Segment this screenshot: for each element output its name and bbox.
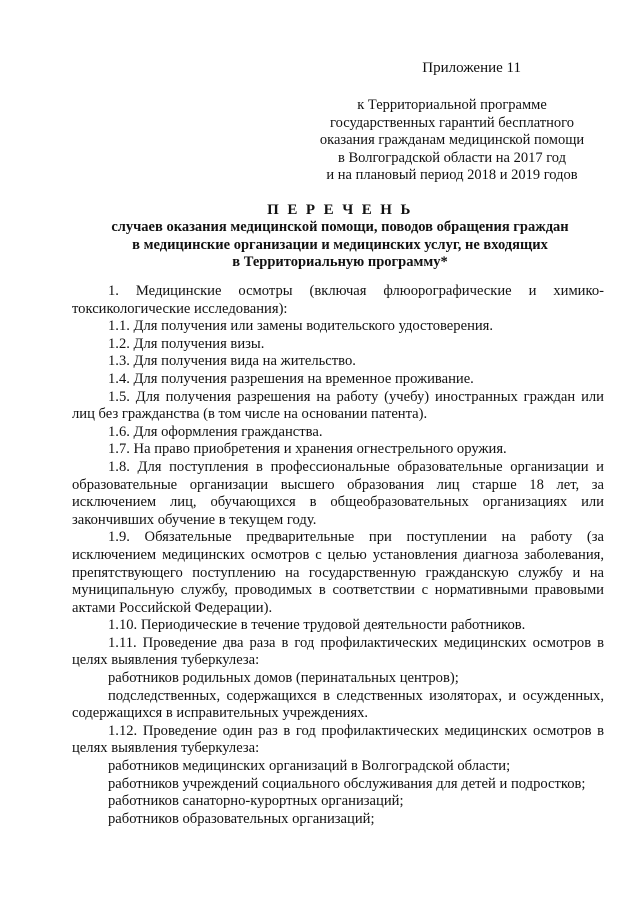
list-item: 1.4. Для получения разрешения на временное проживание. bbox=[108, 370, 474, 387]
list-item: 1.1. Для получения или замены водительского удостоверения. bbox=[108, 318, 494, 335]
document-heading: П Е Р Е Ч Е Н Ь bbox=[267, 202, 413, 218]
appendix-note-line: оказания гражданам медицинской помощи bbox=[319, 132, 585, 149]
list-item: 1.7. На право приобретения и хранения огнестрельного оружия. bbox=[108, 441, 507, 458]
list-item: работников медицинских организаций в Волгоградской области; bbox=[108, 758, 511, 775]
list-item: 1.3. Для получения вида на жительство. bbox=[108, 353, 356, 370]
list-item: подследственных, содержащихся в следственных изоляторах, и осужденных, содержащихся в исправительных учреждениях. bbox=[72, 687, 604, 722]
list-item: 1.5. Для получения разрешения на работу (учебу) иностранных граждан или лиц без гражданства (в том числе на основании патента). bbox=[72, 388, 604, 423]
appendix-note-line: государственных гарантий бесплатного bbox=[330, 114, 574, 131]
list-item: 1.11. Проведение два раза в год профилактических медицинских осмотров в целях выявления туберкулеза: bbox=[72, 634, 604, 669]
list-item: работников санаторно-курортных организаций; bbox=[108, 793, 404, 810]
list-item: 1.12. Проведение один раз в год профилактических медицинских осмотров в целях выявления туберкулеза: bbox=[72, 722, 604, 757]
document-subheading bbox=[70, 219, 610, 272]
list-item: 1.10. Периодические в течение трудовой деятельности работников. bbox=[108, 617, 526, 634]
subheading-line: случаев оказания медицинской помощи, поводов обращения граждан bbox=[111, 219, 569, 235]
list-item: работников образовательных организаций; bbox=[108, 810, 375, 827]
list-item: 1.2. Для получения визы. bbox=[108, 335, 265, 352]
list-item: 1.8. Для поступления в профессиональные образовательные организации и образовательные организации высшего образования лиц старше 18 лет, за исключением лиц, обучающихся в общеобразовательных организациях или закончивших обучение в текущем году. bbox=[72, 458, 604, 528]
appendix-note-line: и на плановый период 2018 и 2019 годов bbox=[326, 167, 578, 184]
appendix-note-line: к Территориальной программе bbox=[357, 97, 547, 113]
appendix-note bbox=[300, 97, 604, 185]
list-item: 1.6. Для оформления гражданства. bbox=[108, 423, 323, 440]
appendix-title: Приложение 11 bbox=[422, 60, 521, 76]
list-body bbox=[72, 283, 604, 828]
list-item: 1.9. Обязательные предварительные при поступлении на работу (за исключением медицинских осмотров с целью установления диагноза заболевания, препятствующего поступлению на государственную гражданскую службу и на муниципальную службу, проводимых в соответствии с нормативными правовыми актами Российской Федерации). bbox=[72, 529, 604, 616]
appendix-note-line: в Волгоградской области на 2017 год bbox=[338, 149, 566, 166]
subheading-line: в Территориальную программу* bbox=[232, 254, 448, 271]
list-item: 1. Медицинские осмотры (включая флюорографические и химико-токсикологические исследования): bbox=[72, 283, 604, 317]
list-item: работников учреждений социального обслуживания для детей и подростков; bbox=[108, 775, 586, 792]
list-item: работников родильных домов (перинатальных центров); bbox=[108, 670, 459, 687]
subheading-line: в медицинские организации и медицинских услуг, не входящих bbox=[132, 236, 548, 253]
